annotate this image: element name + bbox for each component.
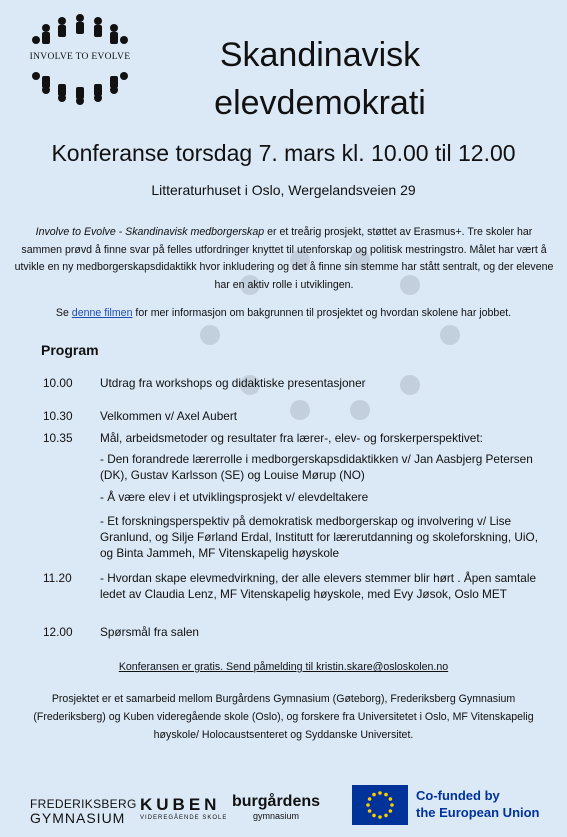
program-time: 12.00 — [43, 625, 73, 639]
eu-text — [416, 787, 566, 821]
eu-star — [390, 803, 394, 807]
eu-star — [389, 809, 393, 813]
program-time: 10.35 — [43, 431, 73, 445]
program-subitem: - Å være elev i et utviklingsprosjekt v/ elevdeltakere — [100, 490, 369, 504]
film-pre: Se — [55, 307, 72, 319]
registration-info: Konferansen er gratis. Send påmelding til kristin.skare@osloskolen.no — [118, 661, 449, 673]
venue: Litteraturhuset i Oslo, Wergelandsveien 29 — [151, 182, 416, 198]
frederiksberg-name: FREDERIKSBERG — [30, 797, 137, 811]
eu-star — [368, 809, 372, 813]
program-heading: Program — [41, 342, 99, 358]
burgardens-logo — [232, 793, 320, 821]
eu-line1: Co-funded by — [416, 788, 500, 803]
intro-paragraph — [14, 224, 554, 294]
eu-flag-icon — [352, 785, 408, 825]
program-desc: Spørsmål fra salen — [100, 625, 199, 639]
program-subitem: - Den forandrede lærerrolle i medborgerskapsdidaktikken v/ Jan Aasbjerg Petersen (DK), Gustav Karlsson (SE) og Louise Mørup (NO) — [100, 452, 533, 482]
program-desc: Mål, arbeidsmetoder og resultater fra lærer-, elev- og forskerperspektivet: — [100, 431, 483, 445]
program-desc: Velkommen v/ Axel Aubert — [100, 409, 238, 423]
eu-star — [378, 791, 382, 795]
collaboration-paragraph: Prosjektet er et samarbeid mellom Burgårdens Gymnasium (Gøteborg), Frederiksberg Gymnasium (Frederiksberg) og Kuben videregående skole (Oslo), og forskere fra Universitetet i Oslo, MF Vitenskapelig høyskole/ Holocaustsenteret og Syddanske Universitet. — [33, 693, 534, 741]
page-title-line2: elevdemokrati — [214, 84, 426, 122]
logo-text: INVOLVE TO EVOLVE — [29, 52, 131, 62]
conference-date: Konferanse torsdag 7. mars kl. 10.00 til 12.00 — [51, 140, 516, 166]
program-desc: Utdrag fra workshops og didaktiske presentasjoner — [100, 376, 366, 390]
program-subitem: - Et forskningsperspektiv på demokratisk medborgerskap og involvering v/ Lise Granlund, og Silje Førland Erdal, Institutt for lærerutdanning og skoleforskning, UiO, og Binta Jammeh, MF Vitenskapelig høyskole — [100, 514, 539, 560]
kuben-name: KUBEN — [140, 795, 221, 814]
project-name: Involve to Evolve - Skandinavisk medborgerskap — [35, 226, 265, 238]
film-link[interactable]: denne filmen — [71, 307, 133, 319]
eu-star — [372, 793, 376, 797]
program-desc: - Hvordan skape elevmedvirkning, der alle elevers stemmer blir hørt . Åpen samtale ledet av Claudia Lenz, MF Vitenskapelig høyskole, med Evy Jøsok, Oslo MET — [100, 571, 537, 601]
footer-logos — [0, 785, 567, 837]
program-time: 10.30 — [43, 409, 73, 423]
film-post: for mer informasjon om bakgrunnen til prosjektet og hvordan skolene har jobbet. — [132, 307, 512, 319]
eu-star — [384, 814, 388, 818]
eu-star — [378, 815, 382, 819]
program-time: 10.00 — [43, 376, 73, 390]
program-time: 11.20 — [43, 571, 72, 585]
film-line — [0, 307, 567, 319]
kuben-sub: VIDEREGÅENDE SKOLE — [140, 815, 228, 821]
frederiksberg-gym: GYMNASIUM — [30, 810, 126, 826]
eu-star — [368, 797, 372, 801]
eu-star — [372, 814, 376, 818]
eu-line2: the European Union — [416, 805, 540, 820]
page-title-line1: Skandinavisk — [219, 36, 421, 74]
eu-star — [384, 793, 388, 797]
kuben-logo — [140, 795, 227, 821]
frederiksberg-logo — [30, 797, 137, 825]
eu-star — [366, 803, 370, 807]
burgardens-sub: gymnasium — [253, 811, 300, 821]
burgardens-name: burgårdens — [232, 793, 321, 810]
eu-star — [389, 797, 393, 801]
intro-text: er et treårig prosjekt, støttet av Erasmus+. Tre skoler har sammen prøvd å finne svar på felles utfordringer knyttet til utenforskap og politisk mestringstro. Målet har vært å utvikle en ny medborgerskapsdidaktikk hvor inkludering og det å finne sin stemme har stått sentralt, og der elevene har en aktiv rolle i utviklingen. — [14, 226, 554, 291]
